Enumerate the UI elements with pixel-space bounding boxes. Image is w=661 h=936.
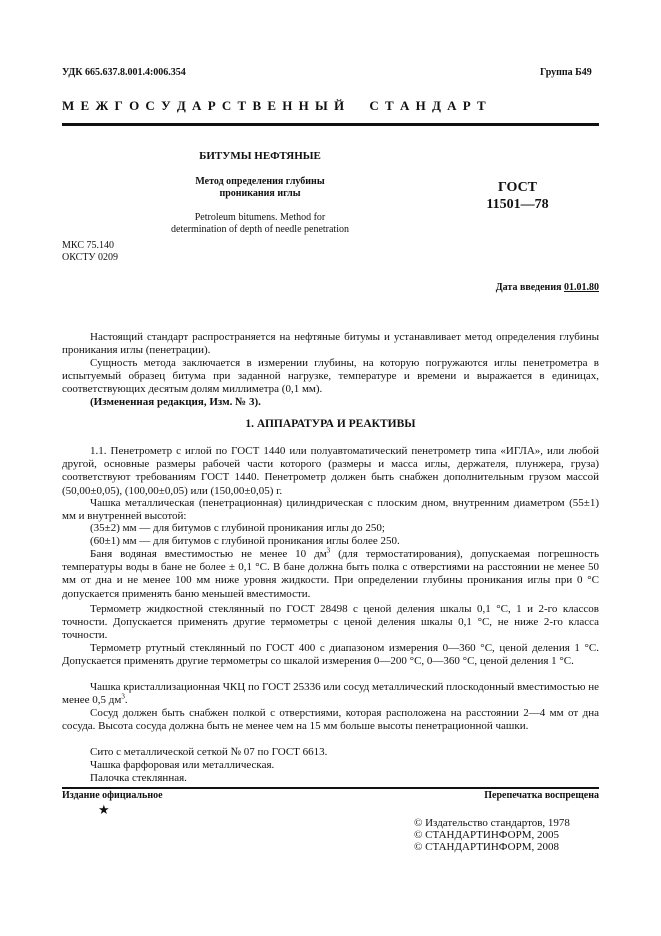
gost-code: 11501—78 [486,197,549,212]
english-title-line-1: Petroleum bitumens. Method for [194,212,326,223]
reprint-notice: Перепечатка воспрещена [484,790,599,801]
crystallization-dish-description [62,681,599,707]
gost-number [470,179,565,213]
mercury-thermometer-description: Термометр ртутный стеклянный по ГОСТ 400 с диапазоном измерения 0—360 °С, ценой деления 1 °С. Допускается применять другие термометры со шкалой измерения 0—200 °С, 0—360 °С, ценой деления 1 °С. [62,642,599,668]
copyright-line-3: © СТАНДАРТИНФОРМ, 2008 [414,841,559,853]
udk-code: УДК 665.637.8.001.4:006.354 [62,67,186,78]
dish-text-a: Чашка кристаллизационная ЧКЦ по ГОСТ 25336 или сосуд металлический плоскодонный вместимостью не менее 0,5 дм [62,681,599,707]
interstate-standard-banner: М Е Ж Г О С У Д А Р С Т В Е Н Н Ы Й С Т А Н Д А Р Т [62,98,488,113]
vessel-description: Сосуд должен быть снабжен полкой с отверстиями, которая расположена на расстоянии 2—4 мм от дна сосуда. Высота сосуда должна быть не менее чем на 15 мм больше высоты пенетрационной чашки. [62,707,599,733]
clause-1-1: 1.1. Пенетрометр с иглой по ГОСТ 1440 или полуавтоматический пенетрометр типа «ИГЛА», или любой другой, основные размеры рабочей части которого (размеры и масса иглы, держателя, плунжера, груза) соответствуют требованиям ГОСТ 1440. Пенетрометр должен быть снабжен дополнительным грузом массой (50,00±0,05), (100,00±0,05) или (150,00±0,05) г. [62,445,599,497]
header-rule [62,123,599,126]
liquid-thermometer-description: Термометр жидкостной стеклянный по ГОСТ 28498 с ценой деления шкалы 0,1 °С, 1 и 2-го классов точности. Допускается применять другие термометры с ценой деления шкалы 0,1 °С, не ниже 2-го класса точности. [62,603,599,642]
copyright-line-1: © Издательство стандартов, 1978 [414,817,570,829]
water-bath-description [62,548,599,601]
glass-rod-description: Палочка стеклянная. [90,772,187,784]
effective-date-label: Дата введения [495,282,564,293]
dish-superscript: 3 [121,692,125,701]
english-title-line-2: determination of depth of needle penetration [171,224,349,235]
copyright-block [414,817,570,853]
sieve-description: Сито с металлической сеткой № 07 по ГОСТ 6613. [90,746,328,758]
section-heading: 1. АППАРАТУРА И РЕАКТИВЫ [245,418,416,430]
official-edition-label: Издание официальное [62,790,163,801]
effective-date [420,282,599,293]
effective-date-value: 01.01.80 [564,282,599,293]
cup-height-option-1: (35±2) мм — для битумов с глубиной проникания иглы до 250; [90,522,385,534]
subtitle-line-2: проникания иглы [219,188,301,199]
star-icon: ★ [98,802,110,817]
amendment-note: (Измененная редакция, Изм. № 3). [90,396,261,408]
footer-rule [62,787,599,789]
gost-label: ГОСТ [497,180,538,195]
dish-text-b: . [124,694,128,707]
english-title [130,212,390,236]
water-bath-superscript: 3 [326,546,331,555]
intro-paragraph-1: Настоящий стандарт распространяется на нефтяные битумы и устанавливает метод определения глубины проникания иглы (пенетрации). [62,331,599,357]
mks-code: МКС 75.140 [62,240,114,251]
copyright-line-2: © СТАНДАРТИНФОРМ, 2005 [414,829,559,841]
classification-codes [62,240,118,264]
group-code: Группа Б49 [540,67,592,78]
subtitle-line-1: Метод определения глубины [195,176,325,187]
document-subtitle [150,176,370,200]
cup-height-option-2: (60±1) мм — для битумов с глубиной проникания иглы более 250. [90,535,400,547]
water-bath-text-a: Баня водяная вместимостью не менее 10 дм [90,548,327,560]
bowl-description: Чашка фарфоровая или металлическая. [90,759,275,771]
cup-description: Чашка металлическая (пенетрационная) цилиндрическая с плоским дном, внутренним диаметром (55±1) мм и внутренней высотой: [62,497,599,523]
okstu-code: ОКСТУ 0209 [62,252,119,263]
water-bath-text-b: (для термостатирования), допускаемая погрешность температуры воды в бане не более ± 0,1 °С. В бане должна быть полка с отверстиями на расстоянии не менее 50 мм от дна и не менее 100 мм ниже уровня жидкости. При определении глубины проникания иглы при 0 °С допускается применять баню меньшей вместимости. [62,548,599,600]
document-title: БИТУМЫ НЕФТЯНЫЕ [199,150,321,162]
intro-paragraph-2: Сущность метода заключается в измерении глубины, на которую погружаются иглы пенетрометра в испытуемый образец битума при заданной нагрузке, температуре и времени и выражается в единицах, соответствующих десятым долям миллиметра (0,1 мм). [62,357,599,396]
